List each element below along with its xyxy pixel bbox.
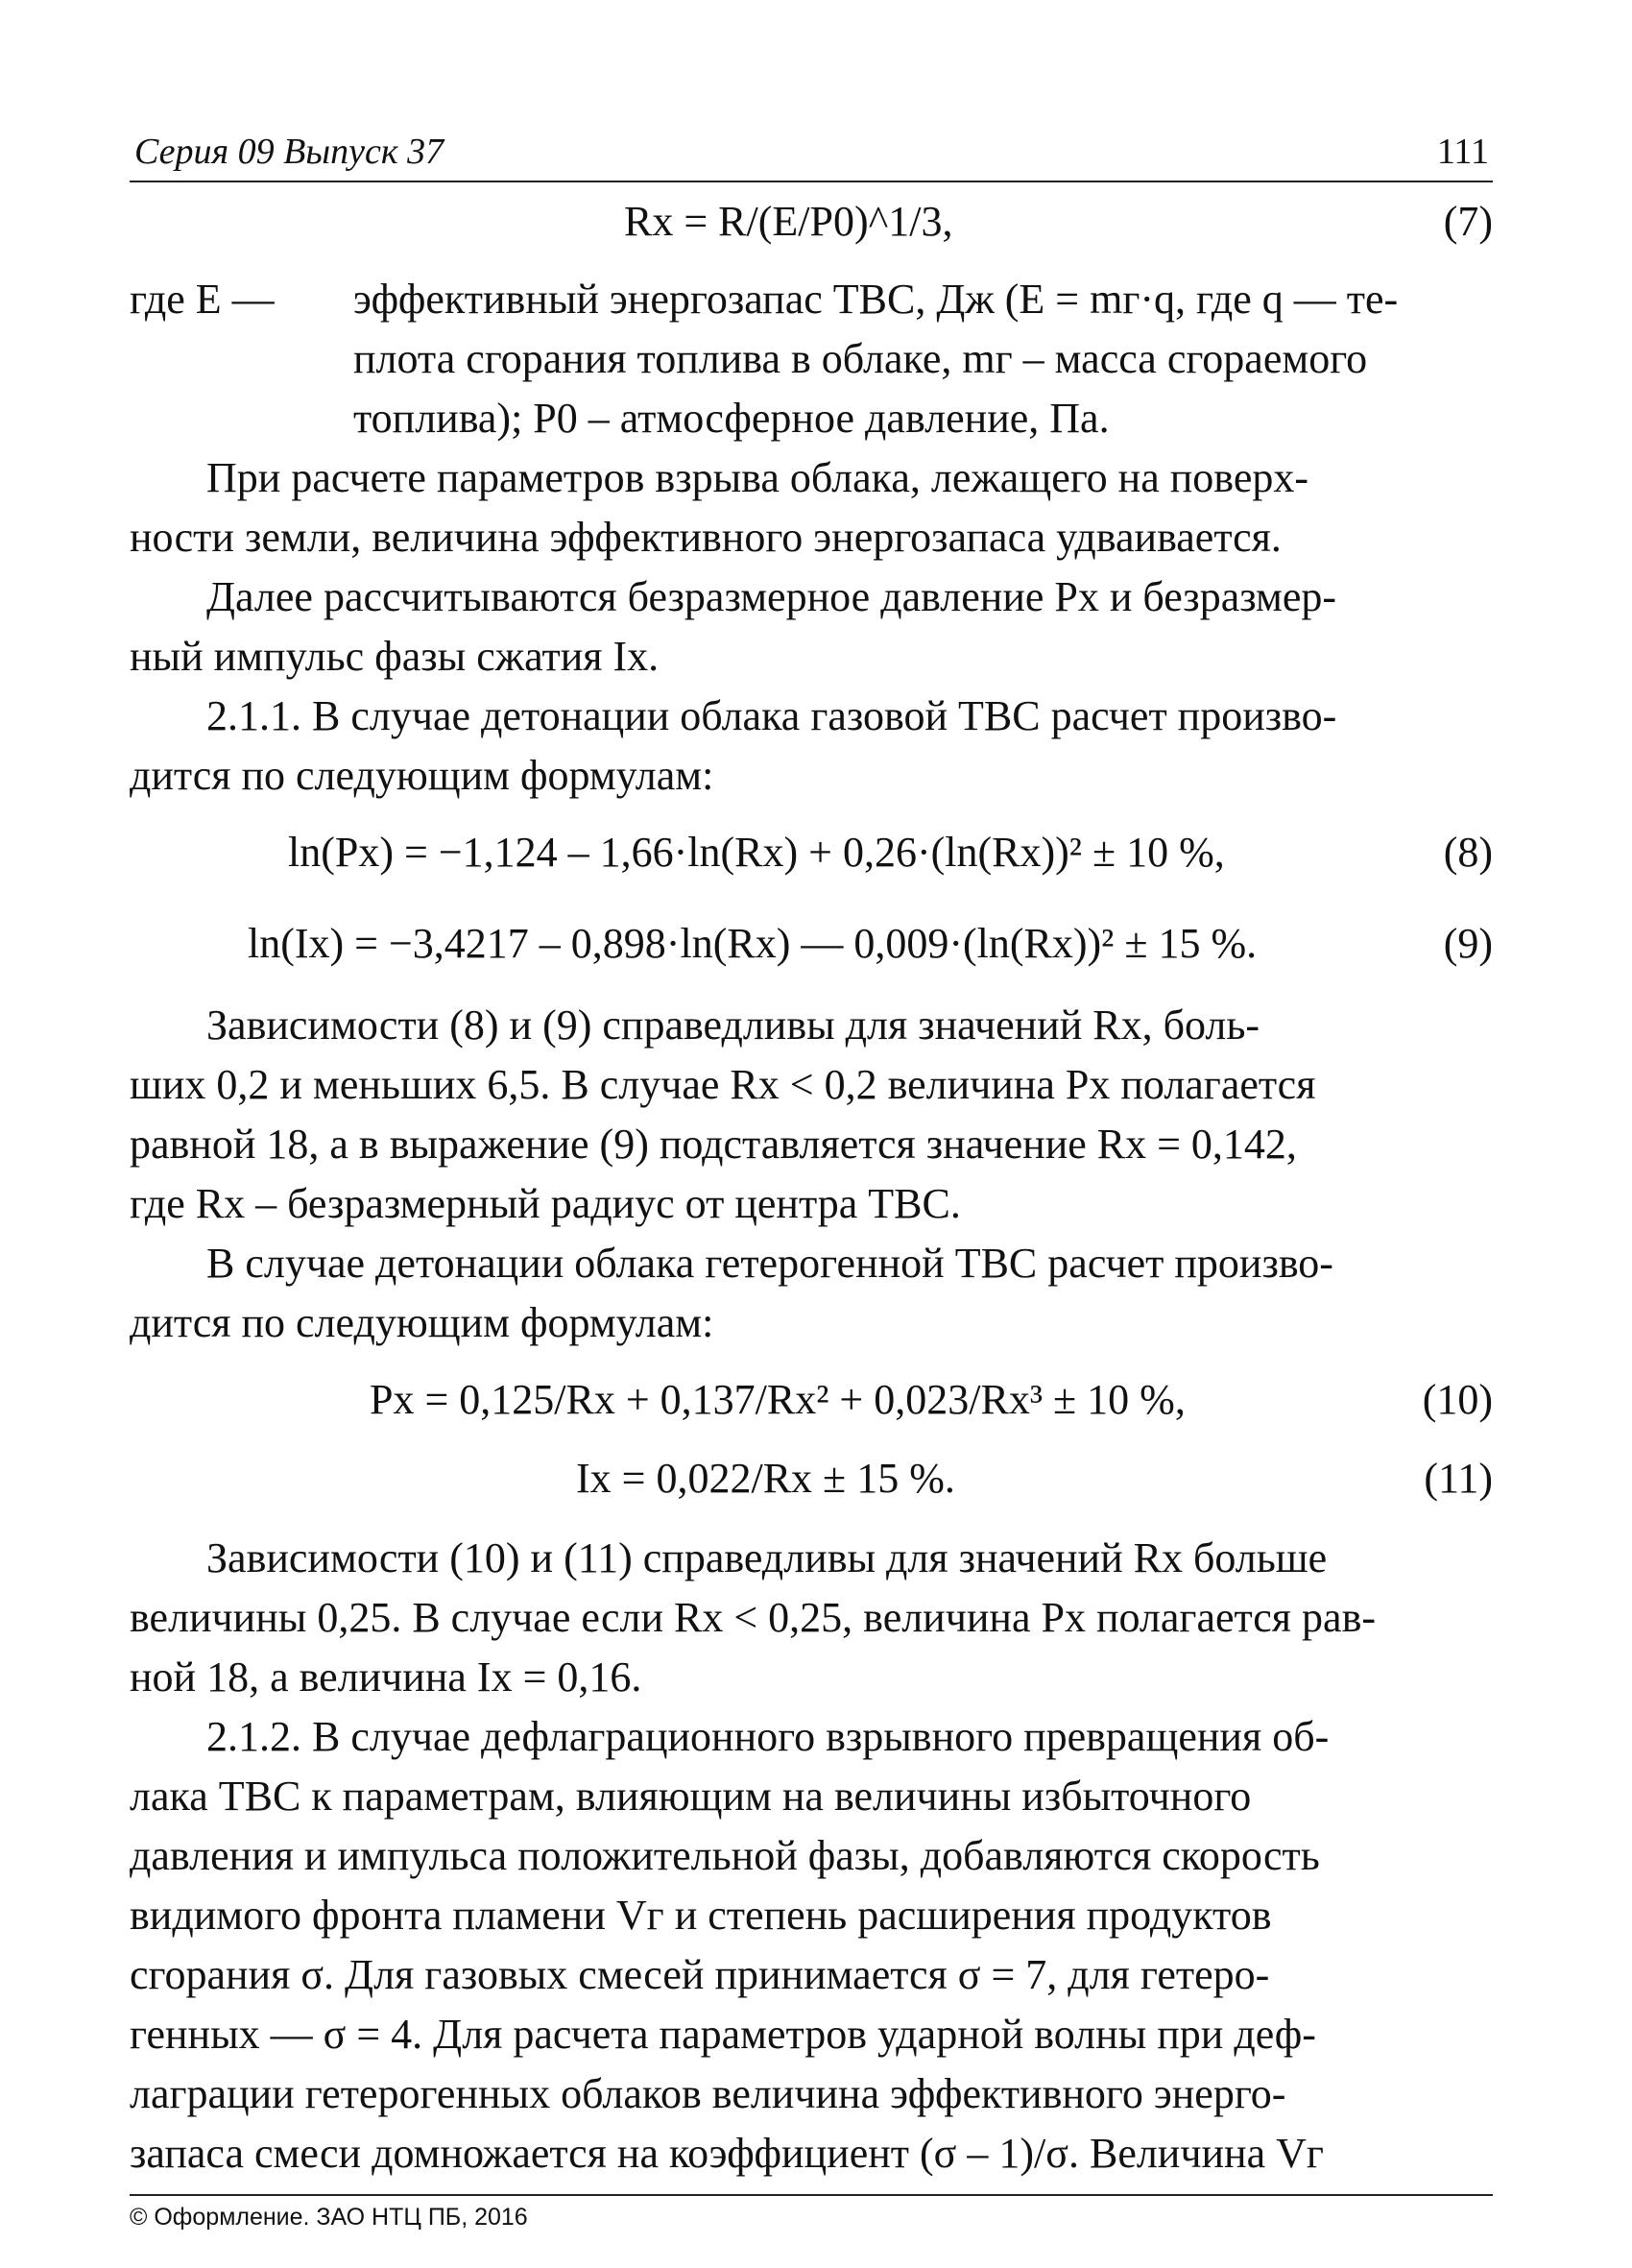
paragraph-line: равной 18, а в выражение (9) подставляется значение Rx = 0,142,	[130, 1121, 1297, 1168]
equation-8-number: (8)	[1443, 829, 1493, 876]
paragraph-line: величины 0,25. В случае если Rx < 0,25, величина Px полагается рав-	[130, 1594, 1376, 1641]
equation-9-number: (9)	[1443, 920, 1493, 967]
equation-7: Rx = R/(E/P0)^1/3,	[624, 198, 953, 245]
equation-11-number: (11)	[1424, 1455, 1493, 1502]
series-label: Серия 09 Выпуск 37	[134, 132, 444, 172]
paragraph-line: лаграции гетерогенных облаков величина эффективного энерго-	[130, 2070, 1286, 2117]
paragraph-line: генных — σ = 4. Для расчета параметров ударной волны при деф-	[130, 2011, 1316, 2058]
paragraph-line: В случае детонации облака гетерогенной ТВС расчет произво-	[206, 1240, 1333, 1287]
paragraph-line: При расчете параметров взрыва облака, лежащего на поверх-	[206, 454, 1308, 501]
page-number: 111	[1436, 132, 1489, 172]
paragraph-line: где Rx – безразмерный радиус от центра ТВС.	[130, 1180, 961, 1227]
equation-10-number: (10)	[1422, 1376, 1493, 1423]
paragraph-line: сгорания σ. Для газовых смесей принимается σ = 7, для гетеро-	[130, 1951, 1270, 1998]
paragraph-line: ших 0,2 и меньших 6,5. В случае Rx < 0,2 величина Px полагается	[130, 1061, 1316, 1108]
where-label: где E —	[130, 276, 275, 323]
where-line-2: плота сгорания топлива в облаке, mг – масса сгораемого	[353, 335, 1368, 382]
equation-11: Ix = 0,022/Rx ± 15 %.	[576, 1455, 955, 1502]
where-line-3: топлива); P0 – атмосферное давление, Па.	[353, 395, 1110, 442]
paragraph-line: лака ТВС к параметрам, влияющим на величины избыточного	[130, 1773, 1252, 1820]
paragraph-line: запаса смеси домножается на коэффициент (σ – 1)/σ. Величина Vг	[130, 2130, 1324, 2177]
paragraph-line: ный импульс фазы сжатия Ix.	[130, 633, 660, 680]
paragraph-line: дится по следующим формулам:	[130, 752, 714, 799]
equation-10: Px = 0,125/Rx + 0,137/Rx² + 0,023/Rx³ ± 10 %,	[370, 1376, 1186, 1423]
paragraph-line: Зависимости (8) и (9) справедливы для значений Rx, боль-	[206, 1001, 1260, 1049]
paragraph-line: 2.1.2. В случае дефлаграционного взрывного превращения об-	[206, 1713, 1330, 1760]
page-header	[130, 123, 1493, 182]
equation-8: ln(Px) = −1,124 – 1,66·ln(Rx) + 0,26·(ln(Rx))² ± 10 %,	[288, 829, 1225, 876]
paragraph-line: видимого фронта пламени Vг и степень расширения продуктов	[130, 1892, 1272, 1939]
paragraph-line: ной 18, а величина Ix = 0,16.	[130, 1653, 642, 1701]
footer-copyright: © Оформление. ЗАО НТЦ ПБ, 2016	[130, 2204, 528, 2231]
equation-9: ln(Ix) = −3,4217 – 0,898·ln(Rx) — 0,009·(ln(Rx))² ± 15 %.	[248, 920, 1258, 967]
paragraph-line: 2.1.1. В случае детонации облака газовой ТВС расчет произво-	[206, 692, 1337, 739]
where-line-1: эффективный энергозапас ТВС, Дж (E = mг·q, где q — те-	[353, 276, 1399, 323]
footer-rule	[130, 2194, 1493, 2196]
paragraph-line: давления и импульса положительной фазы, добавляются скорость	[130, 1832, 1320, 1879]
equation-7-number: (7)	[1443, 198, 1493, 245]
paragraph-line: Зависимости (10) и (11) справедливы для значений Rx больше	[206, 1534, 1328, 1581]
paragraph-line: ности земли, величина эффективного энергозапаса удваивается.	[130, 514, 1282, 561]
paragraph-line: Далее рассчитываются безразмерное давление Px и безразмер-	[206, 573, 1336, 620]
paragraph-line: дится по следующим формулам:	[130, 1299, 714, 1346]
